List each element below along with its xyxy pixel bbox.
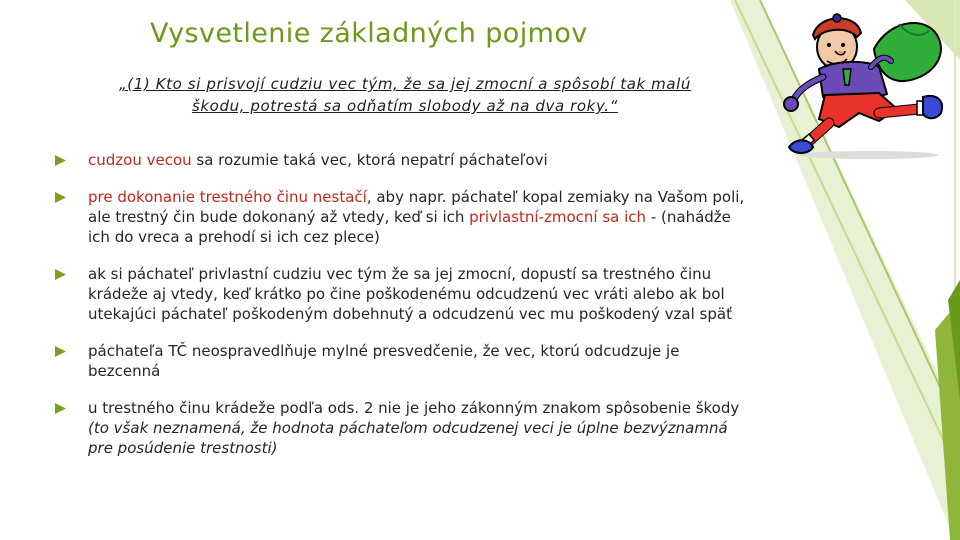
bullet-item (50, 187, 750, 247)
bullet-text: , aby napr. páchateľ kopal zemiaky na Vašom poli, ale trestný čin bude dokonaný až vtedy, keď si ich (88, 188, 745, 226)
quote-line-1: „(1) Kto si prisvojí cudziu vec tým, že sa jej zmocní a spôsobí tak malú (118, 75, 692, 93)
bullet-text: páchateľa TČ neospravedlňuje mylné presvedčenie, že vec, ktorú odcudzuje je bezcenná (88, 342, 680, 380)
bullet-text: u trestného činu krádeže podľa ods. 2 nie je jeho zákonným znakom spôsobenie škody (88, 399, 740, 417)
bullet-text: sa rozumie taká vec, ktorá nepatrí páchateľovi (191, 151, 548, 169)
thief-cartoon-illustration (779, 9, 951, 161)
bullet-text-2: - (nahádže ich do vreca a prehodí si ich cez plece) (88, 208, 731, 246)
bullet-text: ak si páchateľ privlastní cudziu vec tým že sa jej zmocní, dopustí sa trestného činu krádeže aj vtedy, keď krátko po čine poškodenému odcudzenú vec vráti alebo ak bol utekajúci páchateľ poškodeným dobehnutý a odcudzenú vec mu poškodený vzal späť (88, 265, 732, 323)
bullet-term-2: privlastní-zmocní sa ich (469, 208, 647, 226)
arrow-bullet-icon (55, 403, 66, 414)
bullet-item (50, 398, 750, 458)
slide-title: Vysvetlenie základných pojmov (150, 18, 588, 49)
bullet-item (50, 264, 750, 324)
law-quote (60, 73, 750, 117)
bullet-term: pre dokonanie trestného činu nestačí (88, 188, 367, 206)
arrow-bullet-icon (55, 155, 66, 166)
bullet-italic-note: (to však neznamená, že hodnota páchateľom odcudzenej veci je úplne bezvýznamná pre posúdenie trestnosti) (88, 419, 728, 457)
bullet-item (50, 150, 750, 170)
arrow-bullet-icon (55, 269, 66, 280)
quote-line-2: škodu, potrestá sa odňatím slobody až na dva roky.“ (191, 97, 619, 115)
arrow-bullet-icon (55, 192, 66, 203)
arrow-bullet-icon (55, 346, 66, 357)
bullet-term: cudzou vecou (88, 151, 192, 169)
bullet-list (50, 150, 750, 475)
bullet-item (50, 341, 750, 381)
